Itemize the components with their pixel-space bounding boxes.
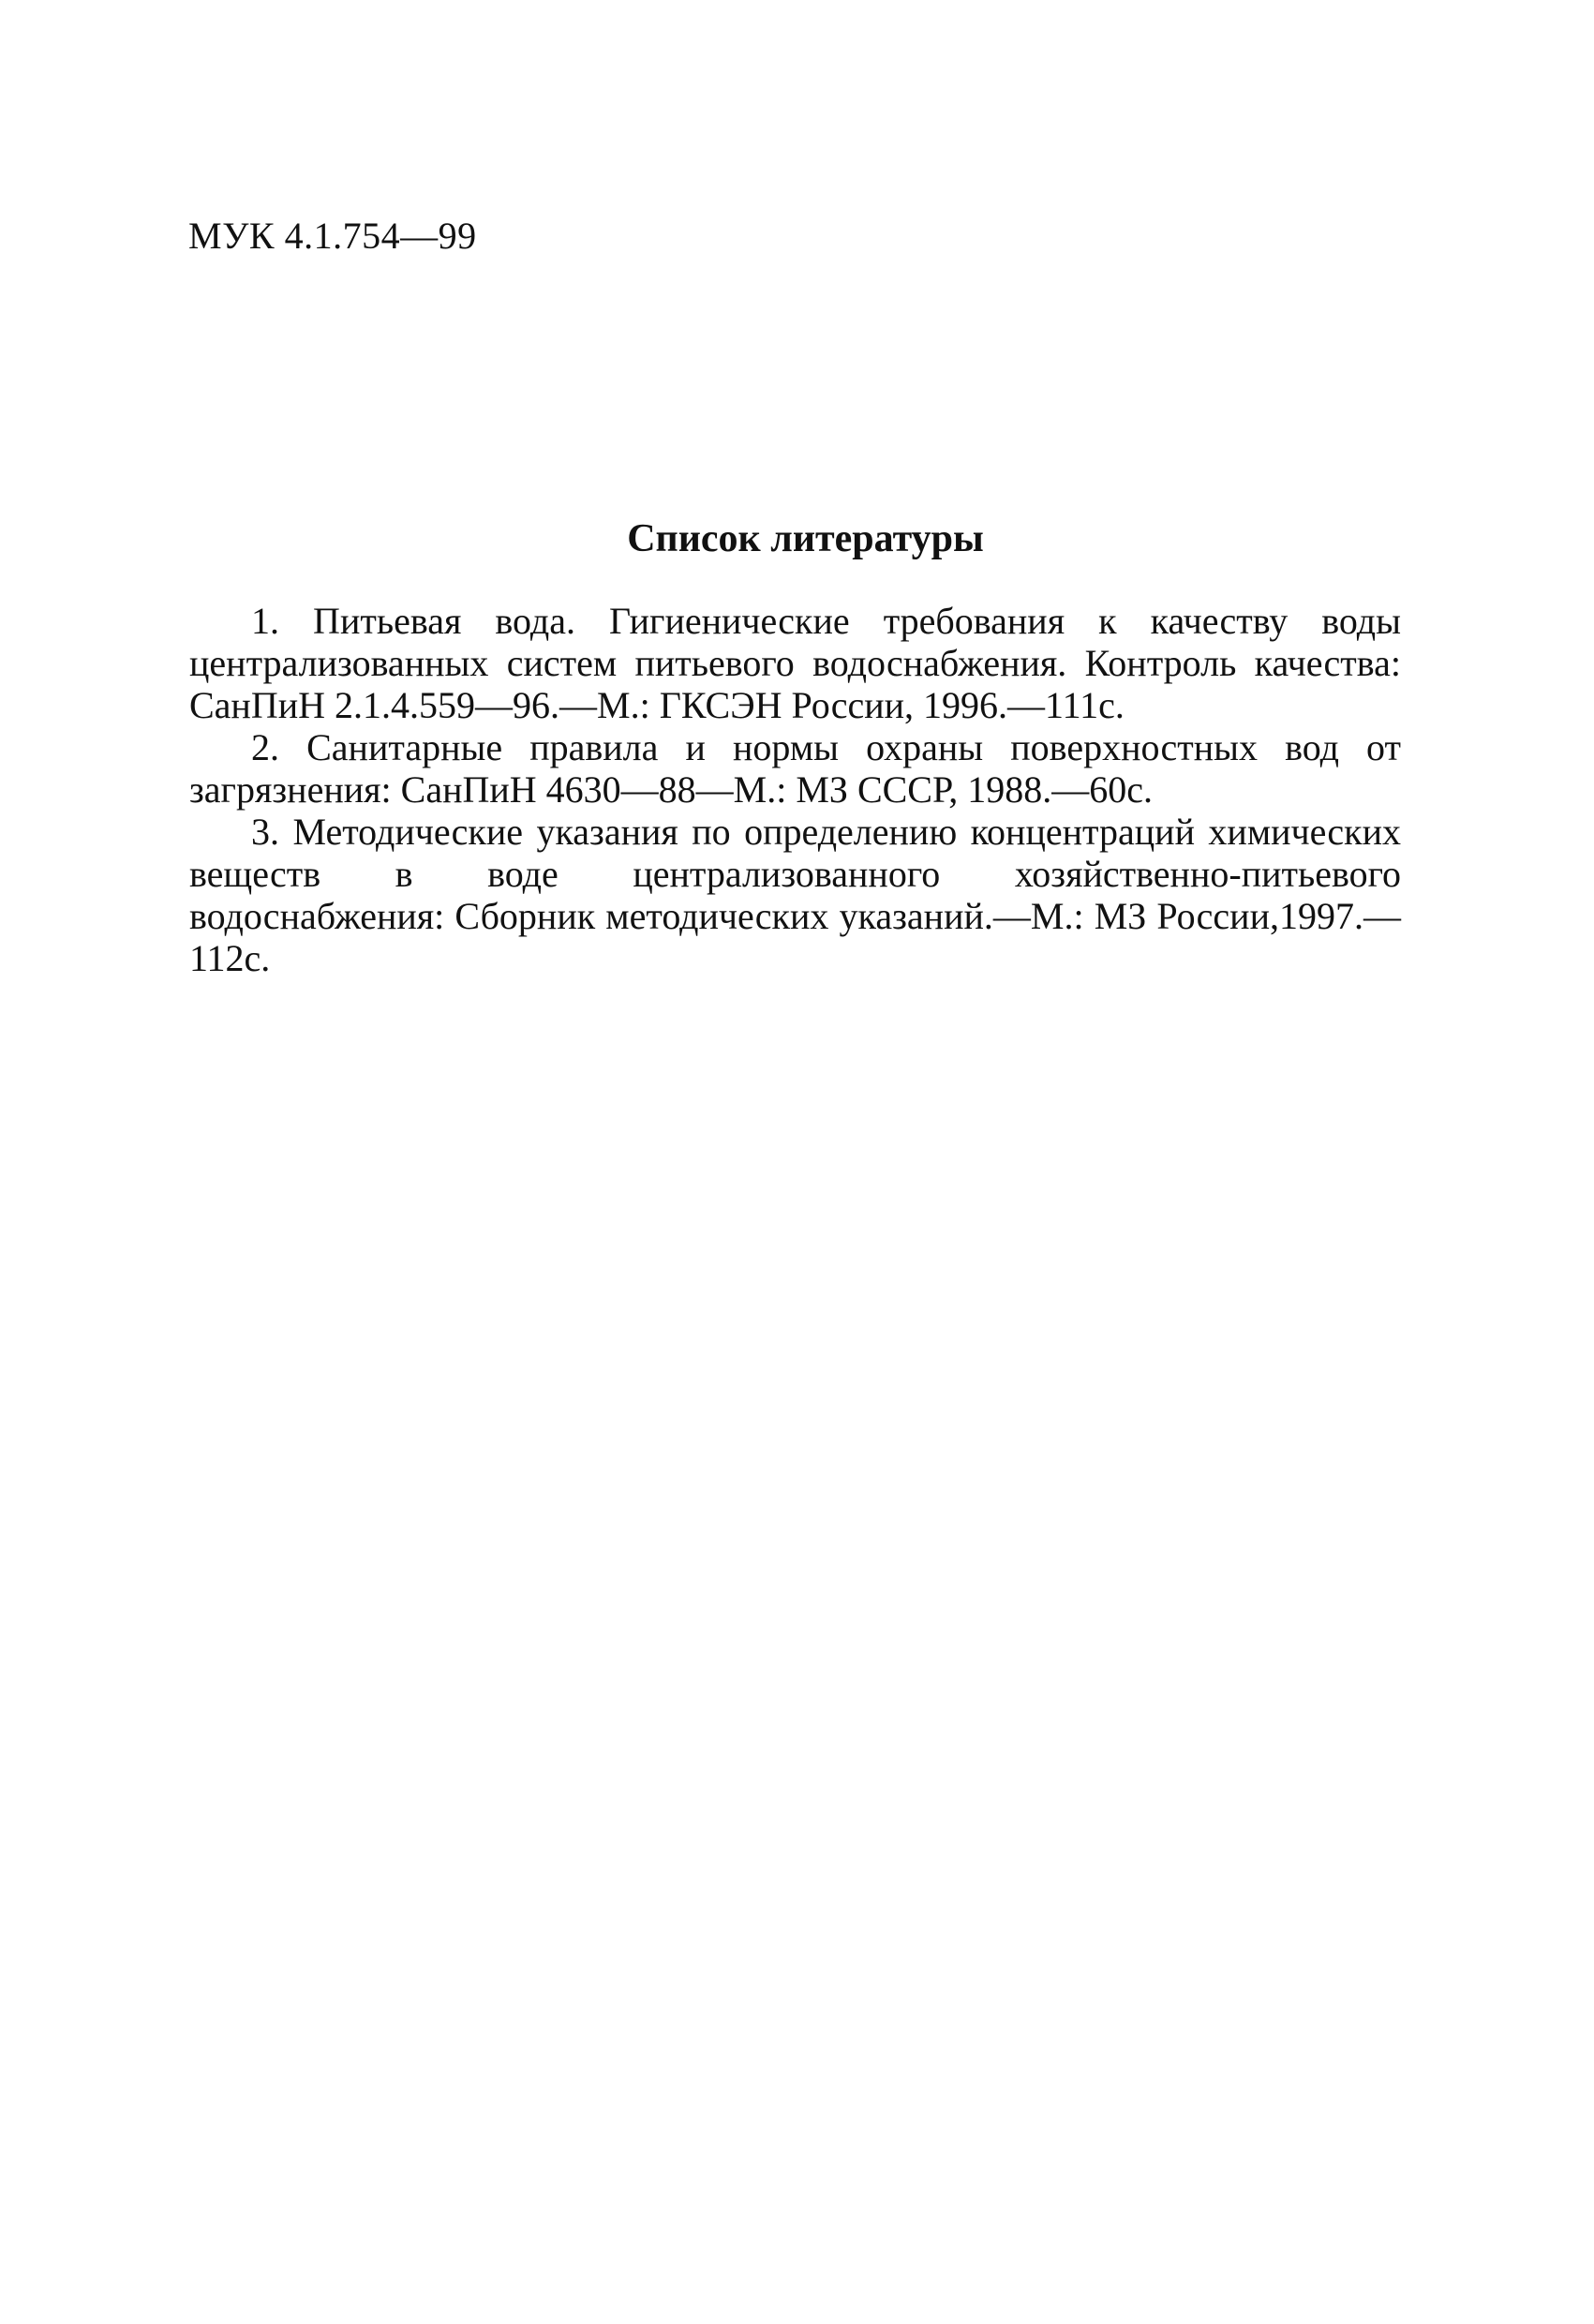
reference-item-2: 2. Санитарные правила и нормы охраны поверхностных вод от загрязнения: СанПиН 4630—88—М.: МЗ СССР, 1988.—60с. xyxy=(189,726,1401,811)
references-section xyxy=(189,514,1401,979)
document-code: МУК 4.1.754—99 xyxy=(188,215,477,257)
references-title: Список литературы xyxy=(627,517,984,560)
reference-item-3: 3. Методические указания по определению концентраций химических веществ в воде централизованного хозяйственно-питьевого водоснабжения: Сборник методических указаний.—М.: МЗ России,1997.—112с. xyxy=(189,811,1401,979)
reference-item-1: 1. Питьевая вода. Гигиенические требования к качеству воды централизованных систем питьевого водоснабжения. Контроль качества: СанПиН 2.1.4.559—96.—М.: ГКСЭН России, 1996.—111с. xyxy=(189,600,1401,726)
